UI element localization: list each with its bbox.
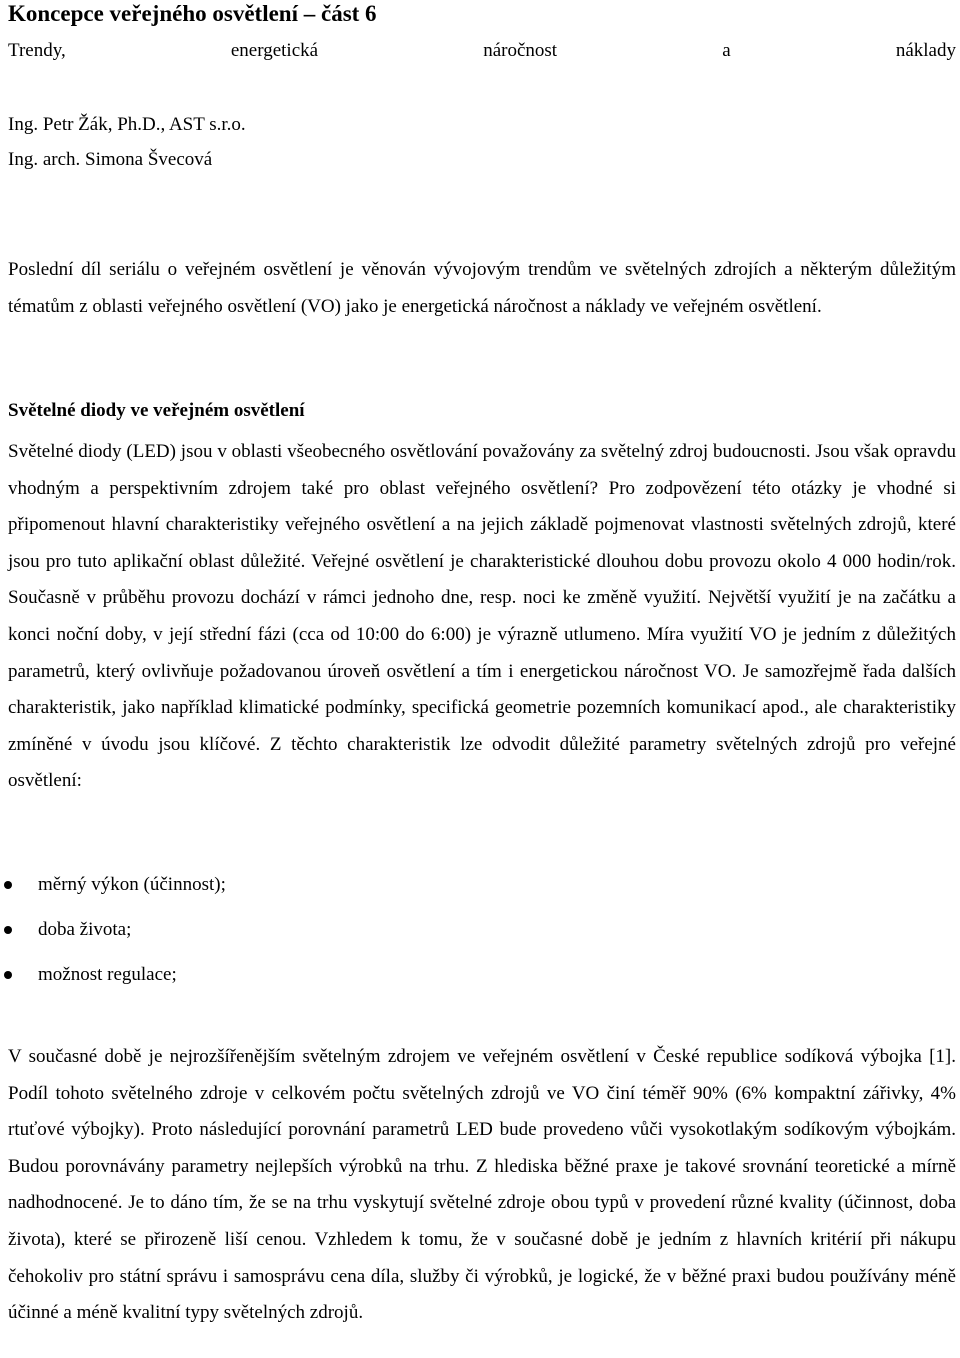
subtitle-word: a (722, 40, 731, 61)
intro-paragraph: Poslední díl seriálu o veřejném osvětlení je věnován vývojovým trendům ve světelných zdrojích a některým důležitým tématům z oblasti veřejného osvětlení (VO) jako je energetická náročnost a náklady ve veřejném osvětlení. (8, 259, 956, 317)
list-item (8, 961, 226, 1006)
body-paragraph: Světelné diody (LED) jsou v oblasti všeobecného osvětlování považovány za světelný zdroj budoucnosti. Jsou však opravdu vhodným a perspektivním zdrojem také pro oblast veřejného osvětlení? Pro zodpovězení této otázky je vhodné si připomenout hlavní charakteristiky veřejného osvětlení a na jejich základě pojmenovat vlastnosti světelných zdrojů, které jsou pro tuto aplikační oblast důležité. Veřejné osvětlení je charakteristické dlouhou dobu provozu okolo 4 000 hodin/rok. Současně v průběhu provozu dochází v rámci jednoho dne, resp. noci ke změně využití. Největší využití je na začátku a konci noční doby, v její střední fázi (cca od 10:00 do 6:00) je výrazně utlumeno. Míra využití VO je jedním z důležitých parametrů, který ovlivňuje požadovanou úroveň osvětlení a tím i energetickou náročnost VO. Je samozřejmě řada dalších charakteristik, jako například klimatické podmínky, specifická geometrie pozemních komunikací apod., ale charakteristiky zmíněné v úvodu jsou klíčové. Z těchto charakteristik lze odvodit důležité parametry světelných zdrojů pro veřejné osvětlení: (8, 441, 956, 792)
author-line: Ing. arch. Simona Švecová (8, 149, 213, 170)
subtitle-word: náročnost (483, 40, 558, 61)
list-item-text: měrný výkon (účinnost); (38, 874, 226, 895)
bullet-icon (4, 971, 12, 979)
list-item-text: doba života; (38, 919, 132, 940)
list-item (8, 916, 226, 961)
document-title: Koncepce veřejného osvětlení – část 6 (8, 1, 377, 26)
author-line: Ing. Petr Žák, Ph.D., AST s.r.o. (8, 114, 246, 135)
section-heading: Světelné diody ve veřejném osvětlení (8, 400, 305, 421)
document-subtitle (8, 38, 956, 64)
bullet-icon (4, 926, 12, 934)
subtitle-word: energetická (230, 40, 319, 61)
subtitle-word: Trendy, (8, 40, 66, 61)
body-paragraph: V současné době je nejrozšířenějším světelným zdrojem ve veřejném osvětlení v České republice sodíková výbojka [1]. Podíl tohoto světelného zdroje v celkovém počtu světelných zdrojů ve VO činí téměř 90% (6% kompaktní zářivky, 4% rtuťové výbojky). Proto následující porovnání parametrů LED bude provedeno vůči vysokotlakým sodíkovým výbojkám. Budou porovnávány parametry nejlepších výrobků na trhu. Z hlediska běžné praxe je takové srovnání teoretické a mírně nadhodnocené. Je to dáno tím, že se na trhu vyskytují světelné zdroje obou typů v provedení různé kvality (účinnost, doba života), které se přirozeně liší cenou. Vzhledem k tomu, že v současné době je jedním z hlavních kritérií při nákupu čehokoliv pro státní správu i samosprávu cena díla, služby či výrobků, je logické, že v běžné praxi budou používány méně účinné a méně kvalitní typy světelných zdrojů. (8, 1046, 956, 1324)
list-item (8, 871, 226, 916)
subtitle-word: náklady (895, 40, 956, 61)
list-item-text: možnost regulace; (38, 964, 177, 985)
bullet-list (8, 871, 226, 1006)
bullet-icon (4, 881, 12, 889)
